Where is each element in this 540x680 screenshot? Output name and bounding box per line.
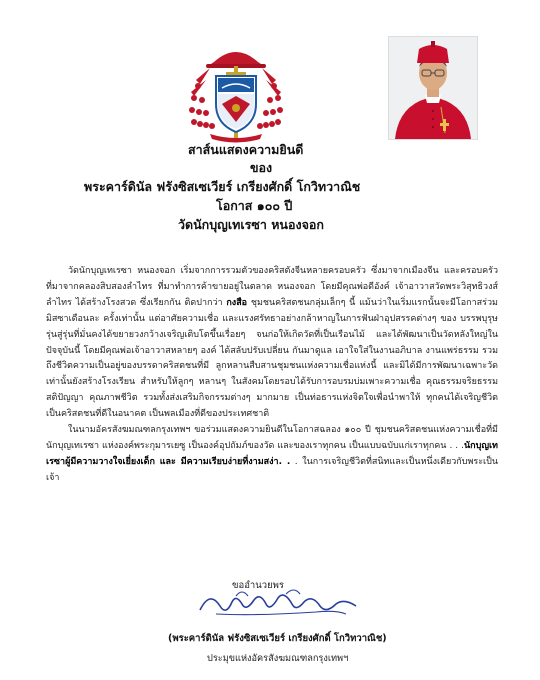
signer-position: ประมุขแห่งอัครสังฆมณฑลกรุงเทพฯ [207, 653, 349, 664]
cardinal-portrait [388, 36, 478, 140]
paragraph-congratulation-text-a: ในนามอัครสังฆมณฑลกรุงเทพฯ ขอร่วมแสดงความยินดีในโอกาสฉลอง ๑๐๐ ปี ชุมชนคริสตชนแห่งความเชื่อที่มีนักบุญเทเรซา แห่งองค์พระกุมารเยซู เป็นองค์อุปถัมภ์ของวัด และของเราทุกคน เป็นแบบฉบับแก่เราทุกคน . . . [46, 425, 498, 451]
title-of: ของ [250, 160, 273, 175]
paragraph-congratulation [46, 423, 498, 487]
paragraph-history [46, 264, 498, 423]
title-cardinal-name: พระคาร์ดินัล ฟรังซิสเซเวียร์ เกรียงศักดิ์ โกวิทวาณิช [84, 179, 361, 194]
paragraph-history-text-a: วัดนักบุญเทเรซา หนองจอก เริ่มจากการรวมตัวของคริสตังจีนหลายครอบครัว ซึ่งมาจากเมืองจีน และครอบครัวที่มาจากคลองสิบสองลำไทร ที่มาทำการค้าขายอยู่ในตลาด หนองจอก โดยมีคุณพ่อดีอังค์ เจ้าอาวาสวัดพระวิสุทธิวงส์ ลำไทร ได้สร้างโรงสวด ซึ่งเรียกกัน ติดปากว่า [46, 266, 498, 308]
paragraph-history-bold: กงสือ [226, 297, 248, 308]
signer-name: (พระคาร์ดินัล ฟรังซิสเซเวียร์ เกรียงศักดิ์ โกวิทวาณิช) [168, 633, 387, 644]
title-congratulations: สาส์นแสดงความยินดี [188, 142, 304, 157]
letter-body [46, 264, 498, 487]
signature [196, 586, 360, 620]
paragraph-congratulation-text-b: . ในการเจริญชีวิตที่สนิทและเป็นหนึ่งเดียวกับพระเป็นเจ้า [46, 456, 499, 483]
paragraph-congratulation-bold: นักบุญเทเรซาผู้มีความวางใจเยี่ยงเด็ก และ มีความเรียบง่ายที่งามสง่า. . [46, 440, 498, 467]
closing-blessing: ขออำนวยพร [232, 580, 284, 591]
paragraph-history-text-b: ชุมชนคริสตชนกลุ่มเล็กๆ นี้ แม้นว่าในเริ่มแรกนั้นจะมีโอกาสร่วมมิสซาเดือนละ ครั้งเท่านั้น แต่อาศัยความเชื่อ และแรงศรัทธาอย่างกล้าหาญในการฟันฝ่าอุปสรรคต่างๆ ของ บรรพบุรุษรุ่นสู่รุ่นที่มั่นคงได้ขยายวงกว้างเจริญเติบโตขึ้นเรื่อยๆ จนก่อให้เกิดวัดที่เป็นเรือนไม้ และได้พัฒนาเป็นวัดหลังใหญ่ในปัจจุบันนี้ โดยมีคุณพ่อเจ้าอาวาสหลายๆ องค์ ได้สลับปรับเปลี่ยน กันมาดูแล เอาใจใส่ในงานอภิบาล งานแพร่ธรรม รวมถึงชีวิตความเป็นอยู่ของบรรดาคริสตชนที่มี ลูกหลานสืบสานชุมชนแห่งความเชื่อแห่งนี้ และมิได้มีการพัฒนาเฉพาะวัดเท่านั้นยังสร้างโรงเรียน สำหรับให้ลูกๆ หลานๆ ในสังคมโดยรอบได้รับการอบรมบ่มเพาะความเชื่อ คุณธรรมจริยธรรม สติปัญญา คุณภาพชีวิต รวมทั้งส่งเสริมกิจกรรมต่างๆ มากมาย เป็นท่อธารแห่งจิตใจเพื่อนำพาให้ ทุกคนได้เจริญชีวิตเป็นคริสตชนที่ดีในอนาคต เป็นพลเมืองที่ดีของประเทศชาติ [46, 297, 498, 420]
coat-of-arms [188, 40, 284, 144]
title-occasion: โอกาส ๑๐๐ ปี [216, 198, 293, 213]
title-parish: วัดนักบุญเทเรซา หนองจอก [178, 217, 324, 232]
